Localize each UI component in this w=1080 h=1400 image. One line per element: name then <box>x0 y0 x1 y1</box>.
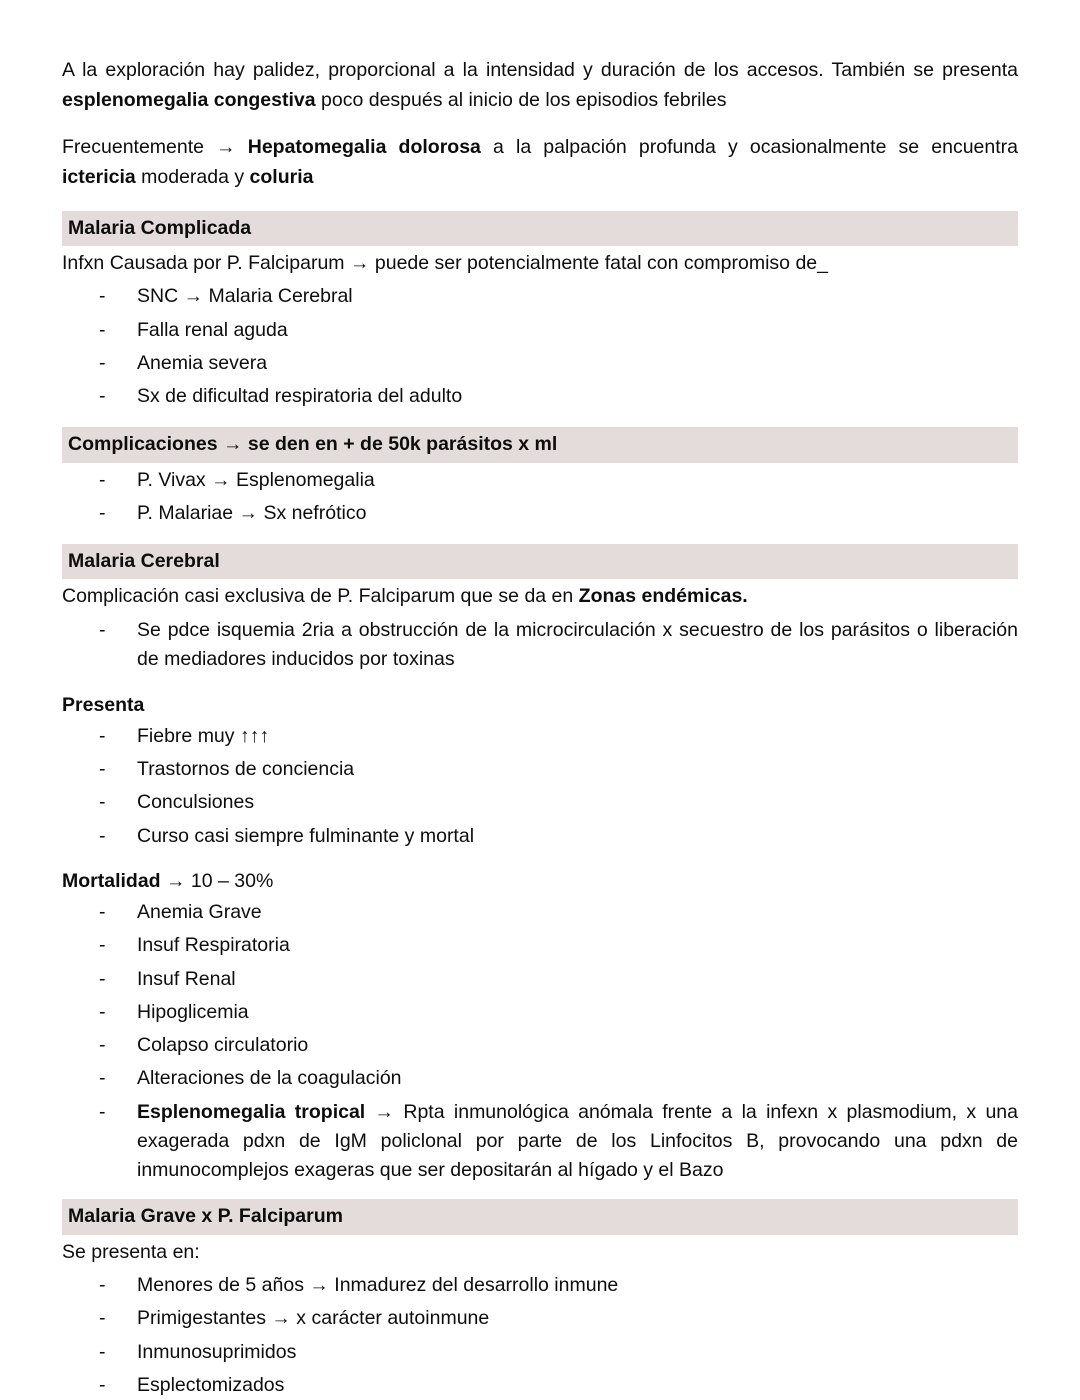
section-heading-complicaciones: Complicaciones → se den en + de 50k parásitos x ml <box>62 427 1018 462</box>
dash-bullet-icon: - <box>99 385 106 408</box>
list-item <box>62 1371 1018 1400</box>
mortalidad-bullet-list <box>62 898 1018 1185</box>
list-item <box>62 382 1018 411</box>
dash-bullet-icon: - <box>99 1307 106 1330</box>
esplenomegalia-tropical-term: Esplenomegalia tropical <box>137 1100 366 1123</box>
dash-bullet-icon: - <box>99 1000 106 1023</box>
dash-bullet-icon: - <box>99 468 106 491</box>
list-item <box>62 466 1018 495</box>
list-item-label: Insuf Respiratoria <box>137 934 290 957</box>
dash-bullet-icon: - <box>99 1034 106 1057</box>
intro-p1-bold-term: esplenomegalia congestiva <box>62 88 316 111</box>
malaria-cerebral-lead <box>62 582 1018 612</box>
intro-paragraph-1 <box>62 56 1018 115</box>
list-item <box>62 1031 1018 1060</box>
list-item-label: Primigestantes → x carácter autoinmune <box>137 1307 490 1330</box>
dash-bullet-icon: - <box>99 1067 106 1090</box>
list-item-label: Colapso circulatorio <box>137 1034 309 1057</box>
dash-bullet-icon: - <box>99 824 106 847</box>
malaria-cerebral-lead-bold: Zonas endémicas. <box>578 585 748 608</box>
intro-p2-text-1: Frecuentemente → <box>62 136 248 159</box>
list-item-label: Trastornos de conciencia <box>137 758 355 781</box>
subheading-mortalidad <box>62 867 1018 896</box>
dash-bullet-icon: - <box>99 934 106 957</box>
list-item-label: Curso casi siempre fulminante y mortal <box>137 824 475 847</box>
list-item-label: Sx de dificultad respiratoria del adulto <box>137 385 463 408</box>
mortalidad-value: → 10 – 30% <box>160 869 274 892</box>
malaria-cerebral-bullet-list <box>62 616 1018 675</box>
section-heading-malaria-complicada: Malaria Complicada <box>62 211 1018 246</box>
intro-p2-text-2: a la palpación profunda y ocasionalmente se encuentra <box>480 136 1018 159</box>
intro-paragraph-2 <box>62 133 1018 192</box>
dash-bullet-icon: - <box>99 285 106 308</box>
list-item <box>62 788 1018 817</box>
intro-p1-text-before: A la exploración hay palidez, proporcional a la intensidad y duración de los accesos. También se presenta <box>62 59 1018 81</box>
list-item <box>62 998 1018 1027</box>
dash-bullet-icon: - <box>99 351 106 374</box>
intro-p2-text-3: moderada y <box>135 165 250 188</box>
list-item <box>62 1064 1018 1093</box>
list-item <box>62 1304 1018 1333</box>
dash-bullet-icon: - <box>99 1373 106 1396</box>
list-item-label: Anemia severa <box>137 351 268 374</box>
list-item-label: P. Malariae → Sx nefrótico <box>137 501 367 524</box>
list-item <box>62 282 1018 311</box>
list-item-esplenomegalia-tropical <box>62 1098 1018 1186</box>
list-item <box>62 822 1018 851</box>
dash-bullet-icon: - <box>99 967 106 990</box>
dash-bullet-icon: - <box>99 1100 106 1123</box>
dash-bullet-icon: - <box>99 1274 106 1297</box>
malaria-grave-lead: Se presenta en: <box>62 1240 200 1263</box>
esplenomegalia-tropical-description: → Rpta inmunológica anómala frente a la infexn x plasmodium, x una exagerada pdxn de IgM policlonal por parte de los Linfocitos B, provocando una pdxn de inmunocomplejos exageras que ser depositarán al hígado y el Bazo <box>137 1100 1018 1182</box>
list-item <box>62 898 1018 927</box>
list-item-label: Anemia Grave <box>137 901 262 924</box>
malaria-grave-bullet-list <box>62 1271 1018 1400</box>
subheading-presenta: Presenta <box>62 693 145 716</box>
dash-bullet-icon: - <box>99 501 106 524</box>
list-item <box>62 349 1018 378</box>
dash-bullet-icon: - <box>99 758 106 781</box>
list-item-label: Conculsiones <box>137 791 255 814</box>
list-item <box>62 931 1018 960</box>
list-item <box>62 616 1018 675</box>
intro-p1-text-after: poco después al inicio de los episodios febriles <box>315 88 727 111</box>
list-item <box>62 755 1018 784</box>
complicaciones-bullet-list <box>62 466 1018 529</box>
dash-bullet-icon: - <box>99 724 106 747</box>
list-item <box>62 965 1018 994</box>
dash-bullet-icon: - <box>99 318 106 341</box>
list-item-label: P. Vivax → Esplenomegalia <box>137 468 375 491</box>
list-item-label: Alteraciones de la coagulación <box>137 1067 402 1090</box>
dash-bullet-icon: - <box>99 901 106 924</box>
list-item-label: SNC → Malaria Cerebral <box>137 285 353 308</box>
list-item-label: Insuf Renal <box>137 967 236 990</box>
list-item-label: Esplectomizados <box>137 1373 285 1396</box>
dash-bullet-icon: - <box>99 1340 106 1363</box>
intro-p2-bold-1: Hepatomegalia dolorosa <box>247 136 481 159</box>
list-item-label: Se pdce isquemia 2ria a obstrucción de la microcirculación x secuestro de los parásitos o liberación de mediadores inducidos por toxinas <box>137 619 1018 671</box>
dash-bullet-icon: - <box>99 619 106 642</box>
section-heading-malaria-grave: Malaria Grave x P. Falciparum <box>62 1199 1018 1234</box>
list-item-label: Fiebre muy ↑↑↑ <box>137 724 270 747</box>
list-item <box>62 722 1018 751</box>
malaria-complicada-bullet-list <box>62 282 1018 411</box>
list-item-label: Inmunosuprimidos <box>137 1340 297 1363</box>
list-item-label: Menores de 5 años → Inmadurez del desarrollo inmune <box>137 1274 619 1297</box>
presenta-bullet-list <box>62 722 1018 851</box>
list-item <box>62 1271 1018 1300</box>
list-item <box>62 316 1018 345</box>
dash-bullet-icon: - <box>99 791 106 814</box>
mortalidad-label: Mortalidad <box>62 869 161 892</box>
list-item-label: Hipoglicemia <box>137 1000 249 1023</box>
malaria-complicada-lead: Infxn Causada por P. Falciparum → puede ser potencialmente fatal con compromiso de_ <box>62 251 828 274</box>
intro-p2-bold-3: coluria <box>249 165 314 188</box>
intro-p2-bold-2: ictericia <box>62 165 136 188</box>
section-heading-malaria-cerebral: Malaria Cerebral <box>62 544 1018 579</box>
spacer <box>62 1189 1018 1199</box>
list-item <box>62 1338 1018 1367</box>
malaria-cerebral-lead-text: Complicación casi exclusiva de P. Falciparum que se da en <box>62 585 579 608</box>
list-item-label: Falla renal aguda <box>137 318 288 341</box>
list-item <box>62 499 1018 528</box>
